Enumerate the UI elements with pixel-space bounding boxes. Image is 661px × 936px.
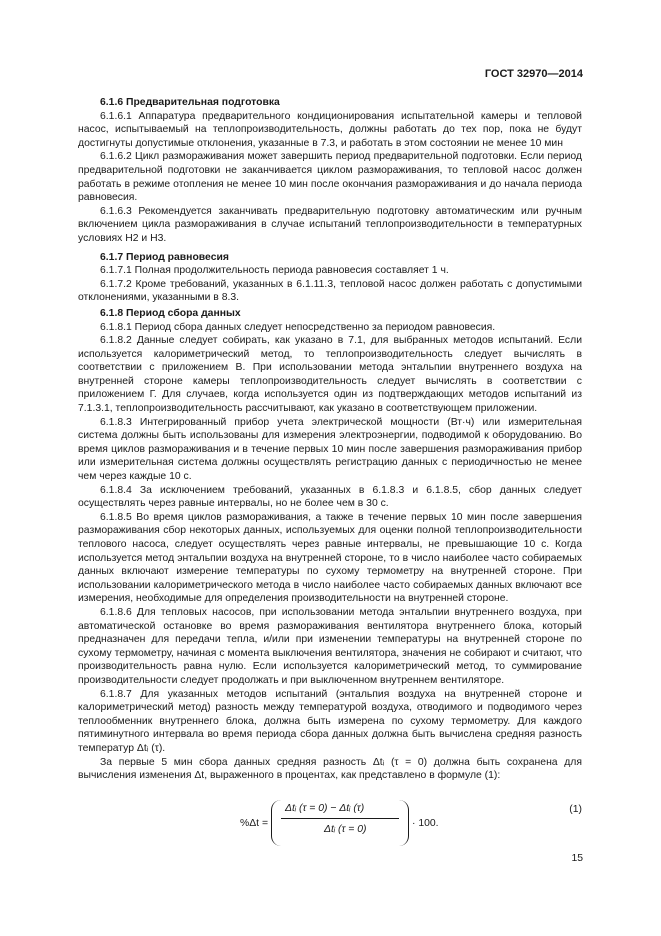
document-body: [78, 96, 582, 853]
doc-header-id: ГОСТ 32970—2014: [484, 68, 583, 80]
paragraph-6-1-6-1: 6.1.6.1 Аппаратура предварительного кондиционирования испытательной камеры и тепловой насос, испытываемый на теплопроизводительность, должны работать до тех пор, пока не будут достигнуты допустимые отклонения, указанные в 7.3, и работать в этом состоянии не менее 10 мин: [78, 110, 582, 149]
section-title-6-1-8: 6.1.8 Период сбора данных: [100, 307, 241, 319]
paragraph-6-1-8-7: 6.1.8.7 Для указанных методов испытаний (энтальпия воздуха на внутренней стороне и калориметрический метод) разность между температурой воздуха, отводимого и подводимого через теплообменник внутреннего блока, должна быть измерена по сухому термометру. Для каждого пятиминутного интервала во время периода сбора данных должна быть вычислена средняя разность температур Δtᵢ (τ).: [78, 688, 582, 754]
formula-number: (1): [569, 803, 582, 815]
section-title-6-1-7: 6.1.7 Период равновесия: [100, 251, 229, 263]
formula-numerator: Δtᵢ (τ = 0) − Δtᵢ (τ): [285, 802, 365, 814]
section-title-6-1-6: 6.1.6 Предварительная подготовка: [100, 97, 280, 108]
paragraph-6-1-8-3: 6.1.8.3 Интегрированный прибор учета электрической мощности (Вт·ч) или измерительная система должны быть использованы для измерения электроэнергии, подводимой к оборудованию. Во время циклов размораживания и в течение первых 10 мин после завершения размораживания прибор или измерительная система должны осуществлять регистрацию данных с периодичностью не менее чем через каждые 10 с.: [78, 416, 582, 483]
page-number: 15: [571, 853, 583, 864]
paragraph-6-1-8-7-cont: За первые 5 мин сбора данных средняя разность Δtᵢ (τ = 0) должна быть сохранена для вычисления изменения Δt, выраженного в процентах, как представлено в формуле (1):: [78, 756, 582, 782]
paragraph-6-1-7-2: 6.1.7.2 Кроме требований, указанных в 6.1.11.3, тепловой насос должен работать с допустимыми отклонениями, указанными в 8.3.: [78, 278, 582, 304]
paragraph-6-1-8-4: 6.1.8.4 За исключением требований, указанных в 6.1.8.3 и 6.1.8.5, сбор данных следует осуществлять через равные интервалы, но не более чем в 30 с.: [78, 484, 582, 510]
formula-lhs: %Δt =: [240, 817, 269, 829]
formula-rhs: · 100.: [412, 817, 439, 829]
paragraph-6-1-7-1: 6.1.7.1 Полная продолжительность периода равновесия составляет 1 ч.: [100, 265, 449, 277]
paragraph-6-1-6-3: 6.1.6.3 Рекомендуется заканчивать предварительную подготовку автоматическим или ручным включением цикла размораживания в случае испытаний теплопроизводительности в температурных условиях Н2 и Н3.: [78, 205, 582, 244]
paragraph-6-1-8-2: 6.1.8.2 Данные следует собирать, как указано в 7.1, для выбранных методов испытаний. Если используется калориметрический метод, то теплопроизводительность следует вычислять в соответствии с приложением В. При использовании метода энтальпии внутреннего воздуха на внутренней стороне камеры теплопроизводительность следует вычислять в соответствии с приложением Г. Для случаев, когда используется один из подтверждающих методов испытаний из 7.1.3.1, теплопроизводительность рассчитывают, как указано в соответствующем приложении.: [78, 335, 582, 415]
formula-fraction-bar: [281, 818, 399, 819]
paragraph-6-1-8-6: 6.1.8.6 Для тепловых насосов, при использовании метода энтальпии внутреннего воздуха, при автоматической остановке во время размораживания вентилятора внутреннего блока, который предназначен для передачи тепла, и/или при изменении температуры на внутренней стороне по сухому термометру, начиная с момента выключения вентилятора, значения не собирают и считают, что производительность равна нулю. Если используется калориметрический метод, то суммирование производительности следует продолжать и при выключенном внутреннем вентиляторе.: [78, 606, 582, 686]
paragraph-6-1-6-2: 6.1.6.2 Цикл размораживания может завершить период предварительной подготовки. Если период предварительной подготовки не заканчивается циклом размораживания, то тепловой насос должен работать в режиме отопления не менее 10 мин после окончания размораживания и до начала периода равновесия.: [78, 151, 582, 204]
paragraph-6-1-8-1: 6.1.8.1 Период сбора данных следует непосредственно за периодом равновесия.: [100, 321, 496, 333]
paragraph-6-1-8-5: 6.1.8.5 Во время циклов размораживания, а также в течение первых 10 мин после завершения размораживания сбор некоторых данных, используемых для оценки полной теплопроизводительности теплового насоса, следует осуществлять через равные интервалы, не превышающие 10 с. Когда используется метод энтальпии воздуха на внутренней стороне, то в число наиболее часто собираемых данных включают измерение температуры по сухому термометру на внутренней стороне. При использовании калориметрического метода в число наиболее часто собираемых данных включают все измерения, необходимые для определения производительности на внутренней стороне.: [78, 511, 582, 605]
formula-denominator: Δtᵢ (τ = 0): [324, 823, 367, 835]
formula-1: [78, 795, 582, 853]
